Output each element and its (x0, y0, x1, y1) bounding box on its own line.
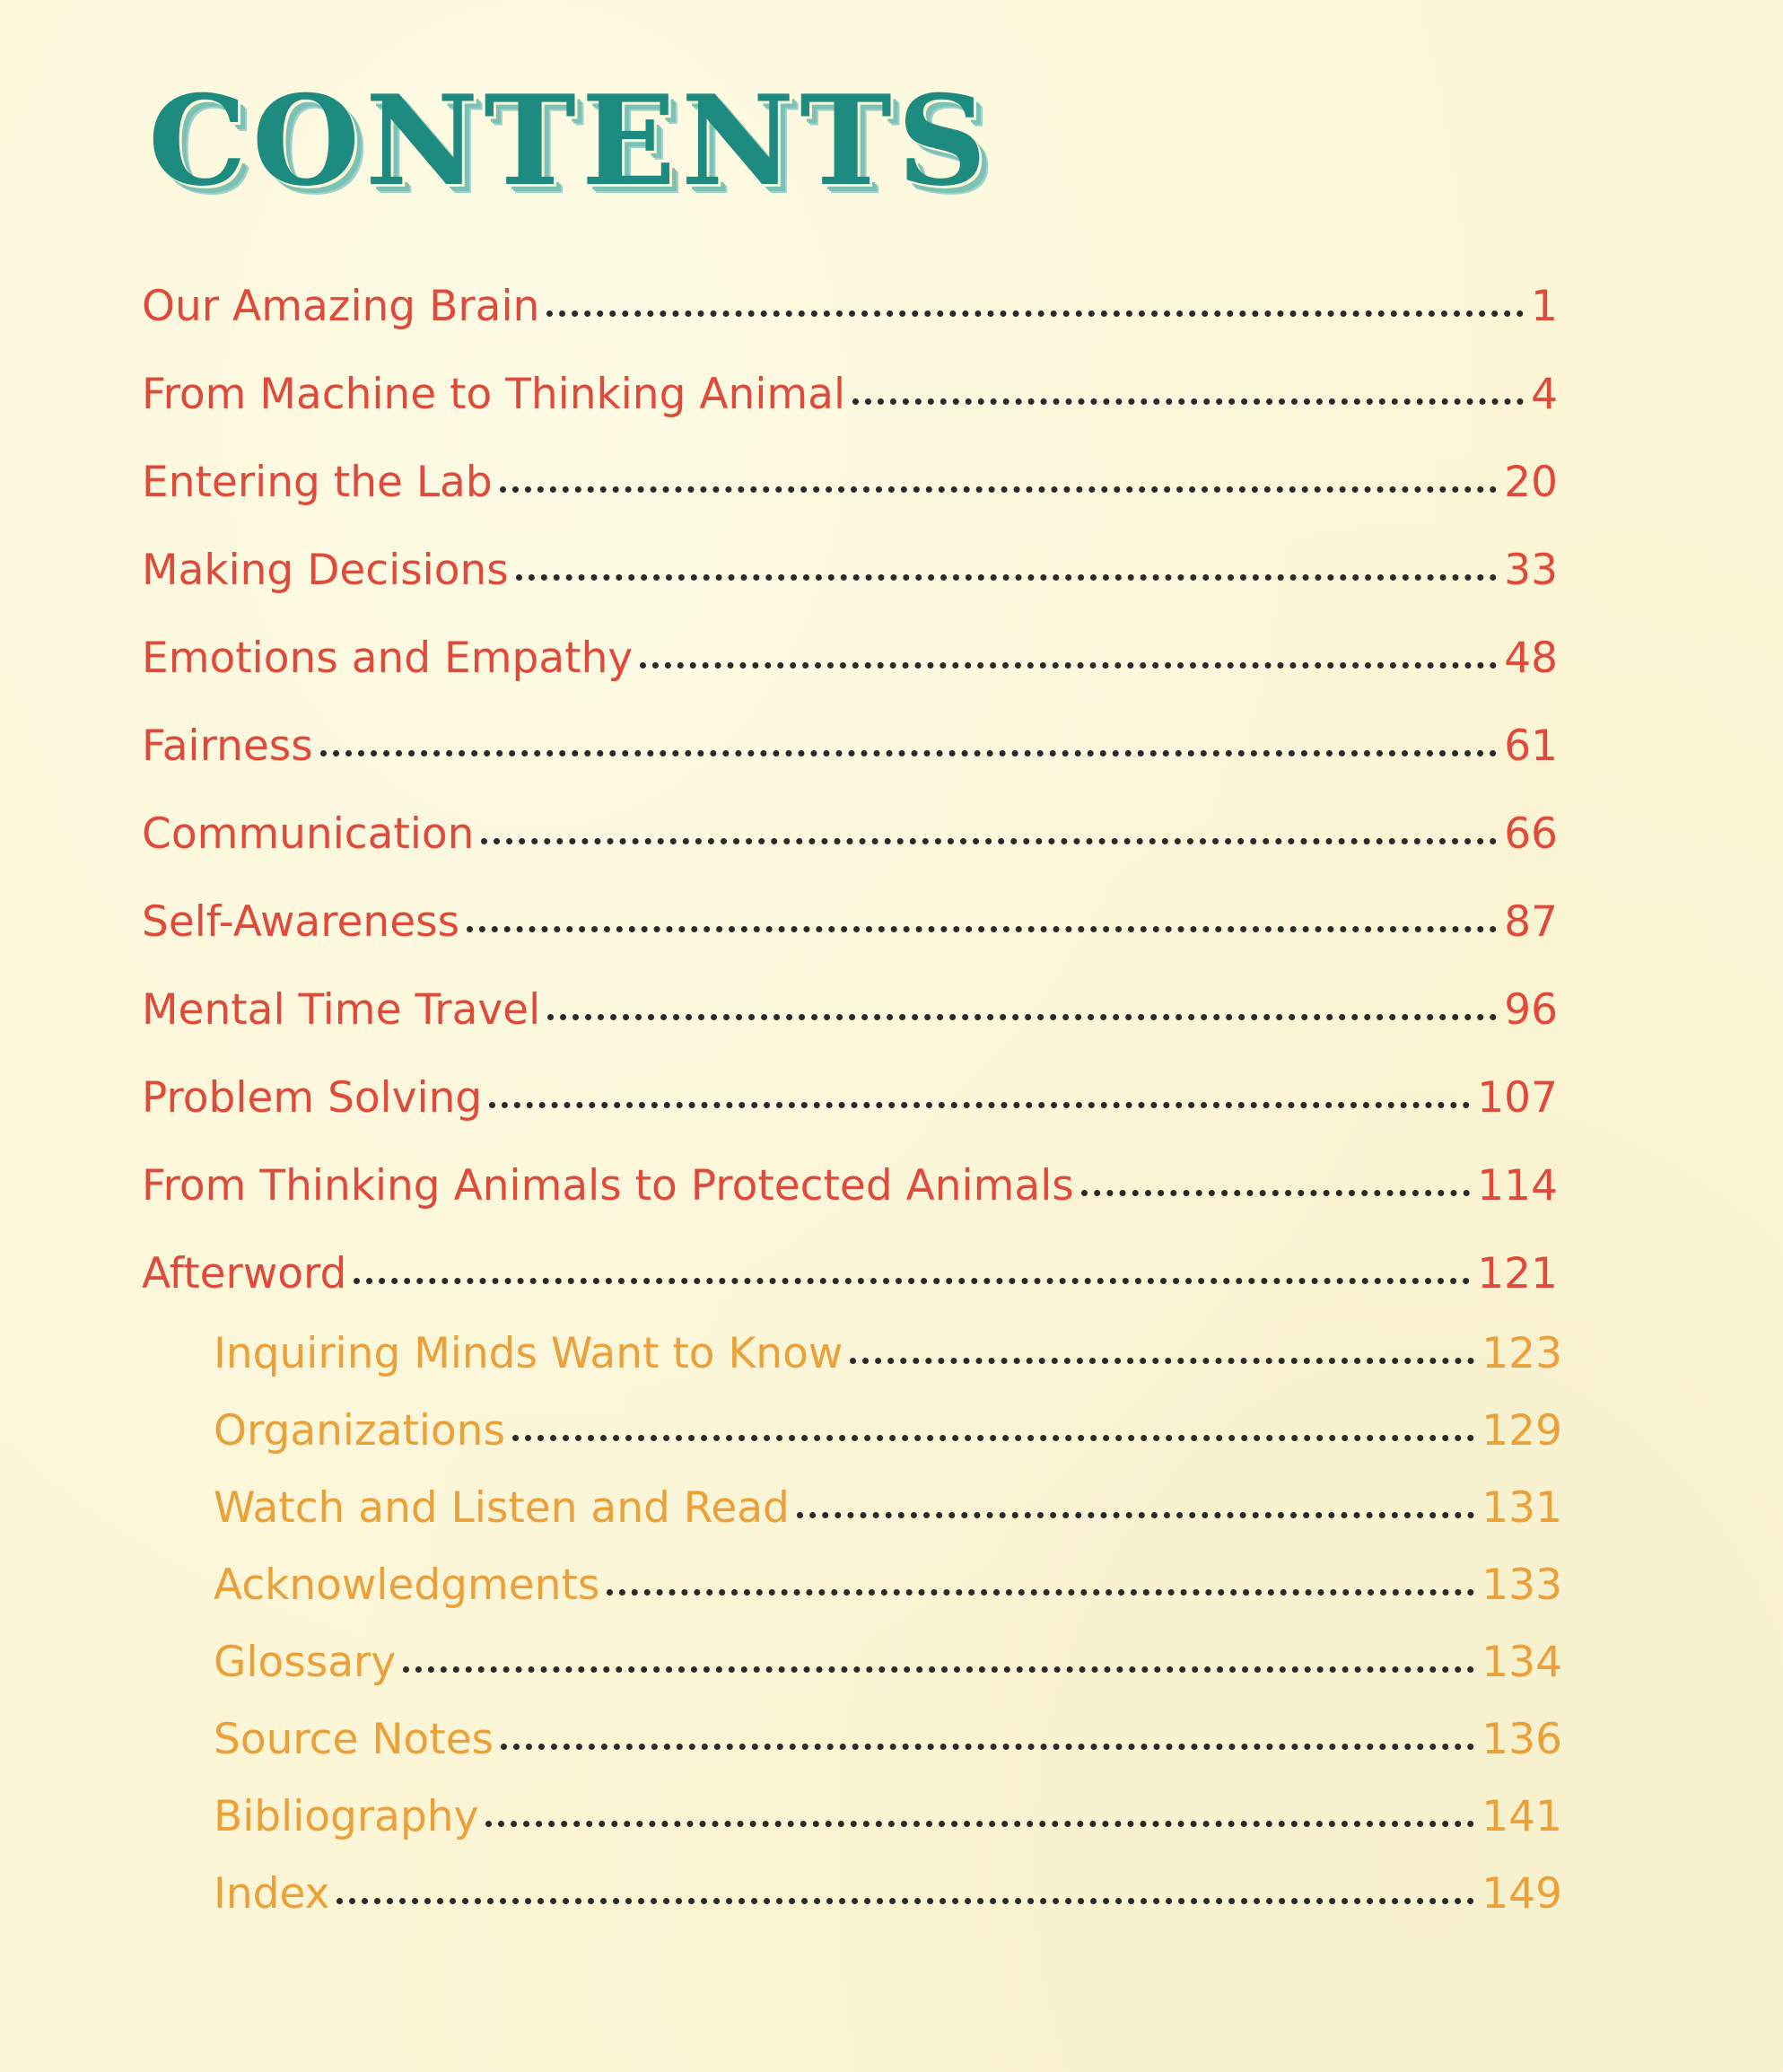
toc-entry[interactable] (142, 370, 1558, 419)
toc-entry-title: Afterword (142, 1249, 347, 1298)
toc-entry-page: 129 (1481, 1406, 1562, 1456)
dot-leader (501, 1744, 1474, 1750)
dot-leader (797, 1512, 1474, 1518)
toc-entry-page: 61 (1504, 721, 1558, 771)
toc-entry-page: 33 (1504, 546, 1558, 595)
dot-leader (403, 1666, 1474, 1673)
toc-entry-page: 141 (1481, 1792, 1562, 1841)
toc-subentry[interactable] (214, 1869, 1562, 1919)
toc-entry[interactable] (142, 634, 1558, 683)
page-title: CONTENTS (148, 67, 992, 214)
toc-entry-title: Acknowledgments (214, 1561, 600, 1610)
dot-leader (852, 398, 1524, 405)
toc-entry-title: Organizations (214, 1406, 505, 1456)
dot-leader (481, 838, 1497, 844)
toc-entry-page: 48 (1504, 634, 1558, 683)
toc-entry-page: 20 (1504, 458, 1558, 507)
toc-entry[interactable] (142, 1161, 1558, 1211)
toc-entry[interactable] (142, 458, 1558, 507)
dot-leader (547, 1014, 1497, 1020)
toc-entry[interactable] (142, 546, 1558, 595)
dot-leader (512, 1435, 1474, 1441)
dot-leader (336, 1898, 1474, 1904)
toc-entry-title: Self-Awareness (142, 897, 460, 947)
toc-entry-page: 131 (1481, 1483, 1562, 1533)
dot-leader (500, 486, 1498, 493)
toc-entry-title: Index (214, 1869, 330, 1919)
toc-entry-page: 136 (1481, 1715, 1562, 1764)
dot-leader (354, 1278, 1470, 1284)
dot-leader (607, 1589, 1474, 1596)
toc-entry-title: Glossary (214, 1638, 397, 1687)
toc-entry-page: 66 (1504, 809, 1558, 859)
toc-entry-title: Bibliography (214, 1792, 479, 1841)
toc-entry[interactable] (142, 721, 1558, 771)
toc-subentry[interactable] (214, 1483, 1562, 1533)
toc-entry-page: 1 (1531, 282, 1558, 331)
toc-entry-page: 123 (1481, 1329, 1562, 1378)
toc-entry-page: 96 (1504, 985, 1558, 1035)
toc-entry[interactable] (142, 897, 1558, 947)
toc-entry-title: Source Notes (214, 1715, 494, 1764)
dot-leader (1081, 1190, 1471, 1196)
toc-subentry[interactable] (214, 1792, 1562, 1841)
toc-entry[interactable] (142, 1249, 1558, 1298)
toc-entry[interactable] (142, 282, 1558, 331)
toc-entry-title: Entering the Lab (142, 458, 493, 507)
dot-leader (489, 1102, 1470, 1108)
toc-entry-page: 107 (1477, 1073, 1558, 1123)
toc-entry[interactable] (142, 985, 1558, 1035)
toc-entry-page: 87 (1504, 897, 1558, 947)
toc-subentry[interactable] (214, 1561, 1562, 1610)
toc-entry-title: Emotions and Empathy (142, 634, 634, 683)
toc-subentry[interactable] (214, 1715, 1562, 1764)
toc-entry-title: From Thinking Animals to Protected Animals (142, 1161, 1074, 1211)
toc-entry-title: Making Decisions (142, 546, 509, 595)
dot-leader (467, 926, 1497, 932)
dot-leader (516, 574, 1497, 581)
toc-entry[interactable] (142, 1073, 1558, 1123)
toc-subentry[interactable] (214, 1406, 1562, 1456)
toc-entry-title: From Machine to Thinking Animal (142, 370, 846, 419)
toc-entry-page: 149 (1481, 1869, 1562, 1919)
dot-leader (640, 662, 1497, 669)
toc-subentry[interactable] (214, 1638, 1562, 1687)
toc-entry-page: 133 (1481, 1561, 1562, 1610)
dot-leader (850, 1358, 1474, 1364)
toc-entry-page: 121 (1477, 1249, 1558, 1298)
toc-entry-page: 134 (1481, 1638, 1562, 1687)
toc-entry[interactable] (142, 809, 1558, 859)
toc-entry-title: Our Amazing Brain (142, 282, 540, 331)
toc-entry-title: Communication (142, 809, 475, 859)
dot-leader (320, 750, 1497, 756)
toc-entry-title: Problem Solving (142, 1073, 483, 1123)
dot-leader (546, 310, 1524, 317)
dot-leader (485, 1821, 1474, 1827)
toc-entry-title: Watch and Listen and Read (214, 1483, 790, 1533)
toc-entry-title: Fairness (142, 721, 313, 771)
toc-entry-page: 114 (1477, 1161, 1558, 1211)
toc-subentry[interactable] (214, 1329, 1562, 1378)
toc-entry-title: Mental Time Travel (142, 985, 541, 1035)
toc-entry-page: 4 (1531, 370, 1558, 419)
toc-entry-title: Inquiring Minds Want to Know (214, 1329, 843, 1378)
